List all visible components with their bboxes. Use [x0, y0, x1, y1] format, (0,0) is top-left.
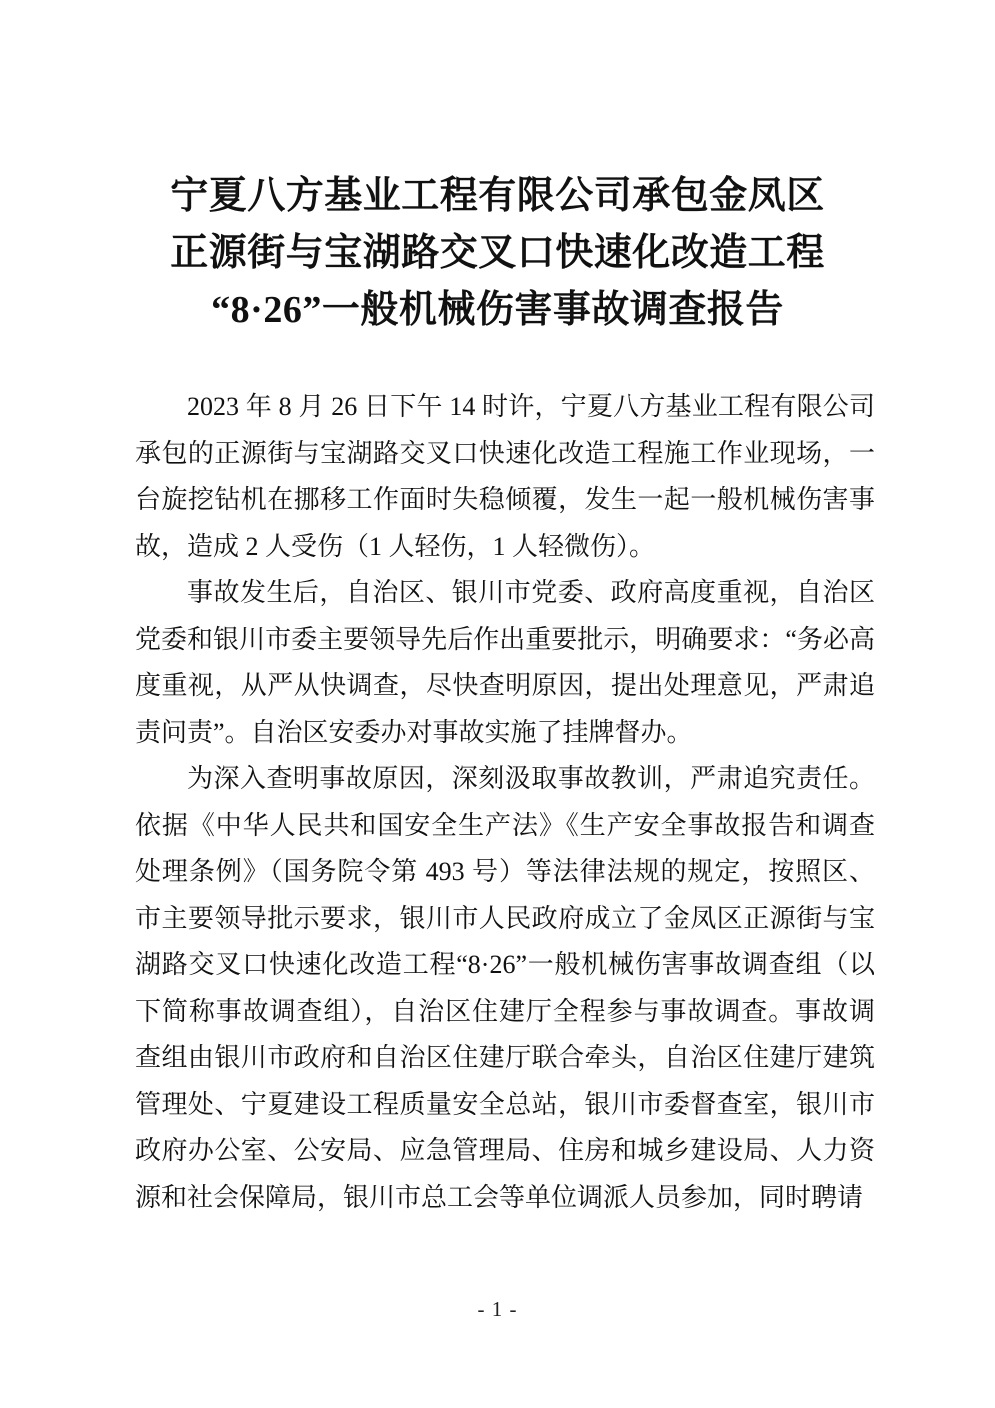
title-line-1: 宁夏八方基业工程有限公司承包金凤区	[170, 175, 825, 217]
document-title	[120, 168, 875, 339]
paragraph-investigation-team: 为深入查明事故原因，深刻汲取事故教训，严肃追究责任。依据《中华人民共和国安全生产法》《生产安全事故报告和调查处理条例》（国务院令第 493 号）等法律法规的规定，按照区、市主要领导批示要求，银川市人民政府成立了金凤区正源街与宝湖路交叉口快速化改造工程“8·26”一般机械伤害事故调查组（以下简称事故调查组），自治区住建厅全程参与事故调查。事故调查组由银川市政府和自治区住建厅联合牵头，自治区住建厅建筑管理处、宁夏建设工程质量安全总站，银川市委督查室，银川市政府办公室、公安局、应急管理局、住房和城乡建设局、人力资源和社会保障局，银川市总工会等单位调派人员参加，同时聘请	[135, 764, 875, 1212]
title-line-2: 正源街与宝湖路交叉口快速化改造工程	[170, 232, 825, 274]
title-line-3: “8·26”一般机械伤害事故调查报告	[211, 289, 784, 331]
page-number: - 1 -	[477, 1297, 518, 1321]
paragraph-incident-summary: 2023 年 8 月 26 日下午 14 时许，宁夏八方基业工程有限公司承包的正源街与宝湖路交叉口快速化改造工程施工作业现场，一台旋挖钻机在挪移工作面时失稳倾覆，发生一起一般机械伤害事故，造成 2 人受伤（1 人轻伤，1 人轻微伤）。	[135, 392, 875, 561]
document-body	[135, 384, 875, 1221]
paragraph-leadership-response: 事故发生后，自治区、银川市党委、政府高度重视，自治区党委和银川市委主要领导先后作出重要批示，明确要求：“务必高度重视，从严从快调查，尽快查明原因，提出处理意见，严肃追责问责”。自治区安委办对事故实施了挂牌督办。	[135, 578, 875, 747]
